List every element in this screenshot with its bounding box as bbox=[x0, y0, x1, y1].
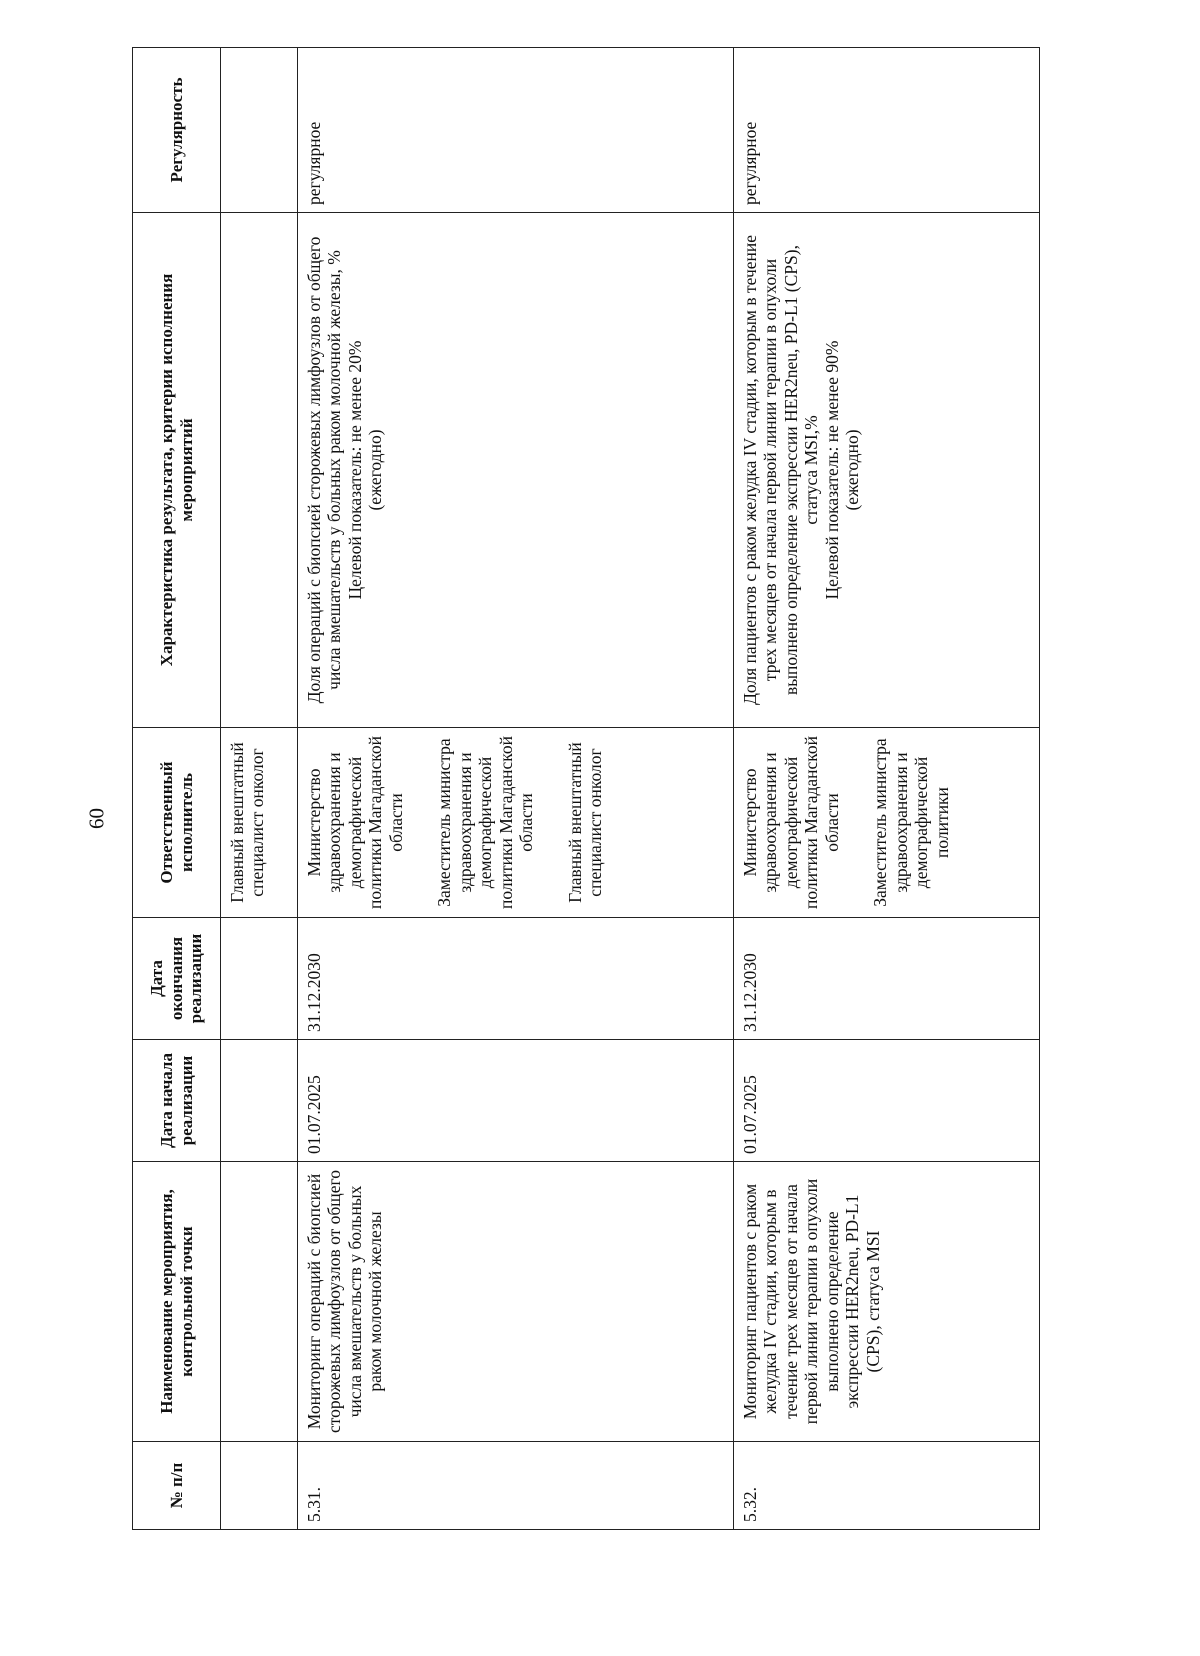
row-number: 5.32. bbox=[734, 1442, 1040, 1530]
responsible-cell bbox=[734, 728, 1040, 918]
responsible-ministry: Министерство здравоохранения и демографической политики Магаданской области bbox=[740, 735, 842, 910]
responsible-cell bbox=[298, 728, 734, 918]
result-target: Целевой показатель: не менее 90% bbox=[821, 340, 842, 600]
activities-table bbox=[132, 47, 1040, 1530]
result-cell bbox=[734, 213, 1040, 728]
responsible-deputy: Заместитель министра здравоохранения и демографической политики Магаданской области bbox=[434, 735, 537, 910]
table-row bbox=[298, 48, 734, 1530]
result-target: Целевой показатель: не менее 20% bbox=[344, 340, 365, 600]
header-regularity: Регулярность bbox=[133, 48, 221, 213]
header-end: Дата окончания реализации bbox=[133, 918, 221, 1040]
header-num: № п/п bbox=[133, 1442, 221, 1530]
start-date: 01.07.2025 bbox=[734, 1040, 1040, 1162]
header-responsible: Ответственный исполнитель bbox=[133, 728, 221, 918]
result-frequency: (ежегодно) bbox=[842, 429, 863, 511]
rotated-table-container bbox=[132, 48, 1040, 1530]
start-date: 01.07.2025 bbox=[298, 1040, 734, 1162]
result-cell bbox=[298, 213, 734, 728]
responsible-specialist: Главный внештатный специалист онколог bbox=[564, 742, 606, 903]
responsible-deputy: Заместитель министра здравоохранения и демографической политики bbox=[870, 738, 952, 907]
table-row-continuation bbox=[221, 48, 298, 1530]
header-name: Наименование мероприятия, контрольной точки bbox=[133, 1162, 221, 1442]
result-indicator: Доля операций с биопсией сторожевых лимфоузлов от общего числа вмешательств у больных раком молочной железы, % bbox=[304, 236, 345, 704]
activity-name: Мониторинг операций с биопсией сторожевых лимфоузлов от общего числа вмешательств у больных раком молочной железы bbox=[298, 1162, 734, 1442]
end-date: 31.12.2030 bbox=[734, 918, 1040, 1040]
header-result: Характеристика результата, критерии исполнения мероприятий bbox=[133, 213, 221, 728]
page-number: 60 bbox=[84, 808, 109, 829]
regularity-cell: регулярное bbox=[734, 48, 1040, 213]
end-date: 31.12.2030 bbox=[298, 918, 734, 1040]
regularity-cell: регулярное bbox=[298, 48, 734, 213]
header-start: Дата начала реализации bbox=[133, 1040, 221, 1162]
result-frequency: (ежегодно) bbox=[365, 429, 386, 511]
responsible-ministry: Министерство здравоохранения и демографической политики Магаданской области bbox=[304, 735, 406, 910]
row-number: 5.31. bbox=[298, 1442, 734, 1530]
activity-name: Мониторинг пациентов с раком желудка IV стадии, которым в течение трех месяцев от начала первой линии терапии в опухоли выполнено определение экспрессии HER2neu, PD-L1 (CPS), статуса MSI bbox=[734, 1162, 1040, 1442]
result-indicator: Доля пациентов с раком желудка IV стадии, которым в течение трех месяцев от начала первой линии терапии в опухоли выполнено определение экспрессии HER2neu, PD-L1 (CPS), статуса MSI,% bbox=[740, 234, 822, 706]
table-header-row bbox=[133, 48, 221, 1530]
responsible-cell: Главный внештатный специалист онколог bbox=[221, 728, 298, 918]
table-row bbox=[734, 48, 1040, 1530]
